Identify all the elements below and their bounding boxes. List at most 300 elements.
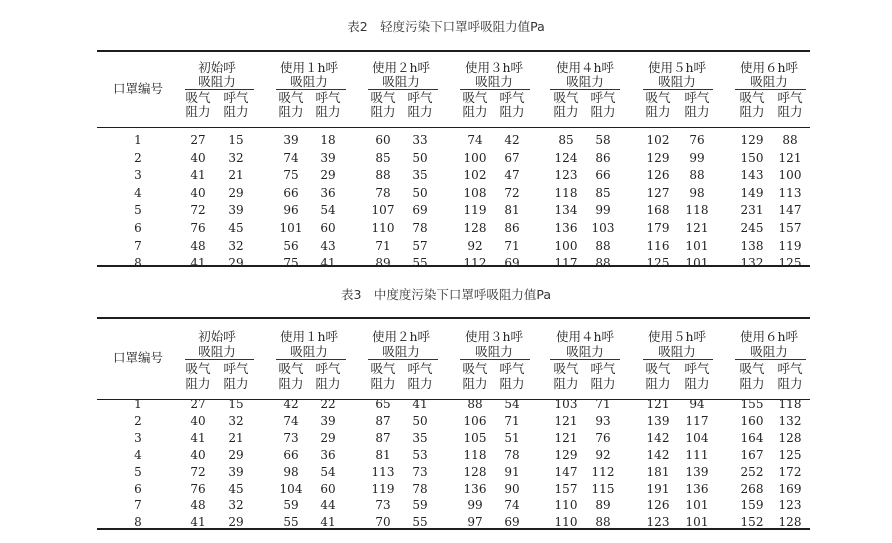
row-id-cell: 2 [134,414,142,428]
sub-header-line1: 吸气 [185,361,211,376]
value-cell: 117 [554,256,578,270]
row-id-cell: 4 [134,448,142,462]
value-cell: 103 [591,221,615,235]
sub-header-line2: 阻力 [553,104,579,119]
value-cell: 124 [554,151,578,165]
value-cell: 100 [463,151,487,165]
sub-header-line1: 呼气 [315,361,341,376]
value-cell: 134 [554,203,578,217]
sub-header-line1: 吸气 [278,361,304,376]
value-cell: 101 [685,256,709,270]
sub-header-line2: 阻力 [499,104,525,119]
value-cell: 41 [190,256,206,270]
value-cell: 106 [463,414,487,428]
sub-header-line1: 呼气 [315,90,341,105]
value-cell: 110 [554,498,578,512]
sub-header-line2: 阻力 [684,104,710,119]
value-cell: 92 [595,448,611,462]
value-cell: 128 [463,465,487,479]
group-header-line1: 使用４h呼 [555,329,615,344]
value-cell: 36 [320,186,336,200]
value-cell: 160 [740,414,764,428]
value-cell: 119 [778,239,802,253]
sub-header-line2: 阻力 [777,104,803,119]
value-cell: 55 [412,515,428,529]
value-cell: 101 [685,239,709,253]
value-cell: 93 [595,414,611,428]
value-cell: 126 [646,498,670,512]
sub-header-line2: 阻力 [185,376,211,391]
value-cell: 111 [685,448,709,462]
value-cell: 86 [595,151,611,165]
sub-header-line2: 阻力 [777,376,803,391]
value-cell: 88 [782,133,798,147]
value-cell: 116 [646,239,670,253]
sub-header-line1: 吸气 [462,90,488,105]
value-cell: 167 [740,448,764,462]
row-id-cell: 8 [134,515,142,529]
value-cell: 74 [283,151,299,165]
value-cell: 40 [190,186,206,200]
value-cell: 150 [740,151,764,165]
value-cell: 78 [412,482,428,496]
value-cell: 41 [190,515,206,529]
value-cell: 73 [412,465,428,479]
value-cell: 70 [375,515,391,529]
value-cell: 139 [685,465,709,479]
sub-header-line2: 阻力 [684,376,710,391]
value-cell: 35 [412,431,428,445]
value-cell: 115 [591,482,615,496]
value-cell: 132 [740,256,764,270]
sub-header-line2: 阻力 [278,104,304,119]
value-cell: 45 [228,221,244,235]
value-cell: 102 [463,168,487,182]
value-cell: 164 [740,431,764,445]
group-header-line1: 使用５h呼 [647,329,707,344]
value-cell: 128 [778,431,802,445]
group-header-line2: 吸阻力 [658,74,696,89]
value-cell: 78 [412,221,428,235]
sub-header-line2: 阻力 [407,104,433,119]
value-cell: 54 [320,465,336,479]
group-header-line2: 吸阻力 [566,74,604,89]
value-cell: 98 [689,186,705,200]
value-cell: 113 [371,465,395,479]
value-cell: 29 [228,515,244,529]
value-cell: 179 [646,221,670,235]
value-cell: 121 [554,414,578,428]
value-cell: 33 [412,133,428,147]
value-cell: 125 [778,256,802,270]
group-header-line2: 吸阻力 [475,74,513,89]
value-cell: 15 [228,133,244,147]
value-cell: 85 [375,151,391,165]
value-cell: 121 [646,397,670,411]
value-cell: 138 [740,239,764,253]
sub-header-line2: 阻力 [590,104,616,119]
value-cell: 129 [740,133,764,147]
value-cell: 78 [504,448,520,462]
group-header-line2: 吸阻力 [750,74,788,89]
sub-header-line1: 吸气 [370,361,396,376]
group-header-line1: 使用４h呼 [555,60,615,75]
value-cell: 87 [375,414,391,428]
sub-header-line2: 阻力 [223,104,249,119]
value-cell: 59 [412,498,428,512]
sub-header-line1: 呼气 [499,90,525,105]
sub-header-line2: 阻力 [185,104,211,119]
value-cell: 89 [375,256,391,270]
value-cell: 118 [685,203,709,217]
value-cell: 55 [412,256,428,270]
value-cell: 56 [283,239,299,253]
sub-header-line1: 呼气 [407,361,433,376]
value-cell: 136 [554,221,578,235]
group-underline [460,359,530,360]
group-header-line2: 吸阻力 [198,344,236,359]
value-cell: 118 [554,186,578,200]
value-cell: 91 [504,465,520,479]
value-cell: 128 [778,515,802,529]
value-cell: 60 [375,133,391,147]
sub-header-line2: 阻力 [315,104,341,119]
sub-header-line1: 吸气 [553,361,579,376]
value-cell: 88 [595,256,611,270]
value-cell: 112 [591,465,615,479]
sub-header-line2: 阻力 [499,376,525,391]
group-header-line1: 使用６h呼 [739,60,799,75]
value-cell: 99 [689,151,705,165]
value-cell: 121 [554,431,578,445]
sub-header-line2: 阻力 [739,104,765,119]
value-cell: 191 [646,482,670,496]
row-id-cell: 4 [134,186,142,200]
value-cell: 74 [467,133,483,147]
value-cell: 99 [595,203,611,217]
sub-header-line2: 阻力 [739,376,765,391]
value-cell: 39 [228,465,244,479]
value-cell: 43 [320,239,336,253]
value-cell: 112 [463,256,487,270]
value-cell: 41 [320,256,336,270]
value-cell: 21 [228,431,244,445]
value-cell: 155 [740,397,764,411]
value-cell: 54 [320,203,336,217]
sub-header-line2: 阻力 [590,376,616,391]
value-cell: 127 [646,186,670,200]
value-cell: 65 [375,397,391,411]
value-cell: 60 [320,482,336,496]
sub-header-line1: 呼气 [684,361,710,376]
value-cell: 57 [412,239,428,253]
value-cell: 132 [778,414,802,428]
value-cell: 48 [190,498,206,512]
value-cell: 119 [463,203,487,217]
value-cell: 47 [504,168,520,182]
value-cell: 123 [646,515,670,529]
value-cell: 18 [320,133,336,147]
value-cell: 86 [504,221,520,235]
sub-header-line1: 呼气 [590,90,616,105]
value-cell: 71 [504,239,520,253]
value-cell: 32 [228,414,244,428]
table-caption: 表2 轻度污染下口罩呼吸阻力值Pa [347,19,545,34]
group-header-line1: 使用２h呼 [371,329,431,344]
group-header-line2: 吸阻力 [198,74,236,89]
row-id-cell: 3 [134,168,142,182]
value-cell: 74 [283,414,299,428]
value-cell: 125 [646,256,670,270]
value-cell: 81 [504,203,520,217]
header-bottom-rule [97,127,810,128]
value-cell: 22 [320,397,336,411]
value-cell: 72 [504,186,520,200]
value-cell: 66 [283,186,299,200]
value-cell: 58 [595,133,611,147]
value-cell: 54 [504,397,520,411]
value-cell: 100 [778,168,802,182]
value-cell: 41 [320,515,336,529]
sub-header-line1: 吸气 [370,90,396,105]
value-cell: 89 [595,498,611,512]
row-id-cell: 7 [134,498,142,512]
group-header-line2: 吸阻力 [290,344,328,359]
group-header-line1: 使用３h呼 [464,60,524,75]
value-cell: 142 [646,448,670,462]
value-cell: 157 [554,482,578,496]
value-cell: 51 [504,431,520,445]
value-cell: 108 [463,186,487,200]
sub-header-line1: 吸气 [462,361,488,376]
value-cell: 32 [228,498,244,512]
row-id-cell: 7 [134,239,142,253]
value-cell: 76 [190,482,206,496]
sub-header-line2: 阻力 [223,376,249,391]
value-cell: 123 [554,168,578,182]
value-cell: 50 [412,151,428,165]
value-cell: 29 [228,448,244,462]
value-cell: 121 [778,151,802,165]
value-cell: 94 [689,397,705,411]
value-cell: 102 [646,133,670,147]
sub-header-line2: 阻力 [462,376,488,391]
value-cell: 100 [554,239,578,253]
value-cell: 129 [554,448,578,462]
value-cell: 97 [467,515,483,529]
value-cell: 73 [283,431,299,445]
group-header-line2: 吸阻力 [475,344,513,359]
value-cell: 74 [504,498,520,512]
group-underline [735,359,806,360]
sub-header-line1: 呼气 [590,361,616,376]
value-cell: 41 [190,168,206,182]
value-cell: 75 [283,168,299,182]
value-cell: 81 [375,448,391,462]
value-cell: 117 [685,414,709,428]
value-cell: 87 [375,431,391,445]
value-cell: 40 [190,414,206,428]
value-cell: 27 [190,133,206,147]
group-header-line1: 使用２h呼 [371,60,431,75]
value-cell: 35 [412,168,428,182]
sub-header-line2: 阻力 [315,376,341,391]
row-id-cell: 3 [134,431,142,445]
sub-header-line1: 吸气 [739,90,765,105]
value-cell: 105 [463,431,487,445]
value-cell: 104 [279,482,303,496]
value-cell: 59 [283,498,299,512]
group-header-line1: 使用１h呼 [279,60,339,75]
value-cell: 85 [595,186,611,200]
value-cell: 39 [320,151,336,165]
value-cell: 39 [228,203,244,217]
value-cell: 139 [646,414,670,428]
group-underline [276,359,346,360]
value-cell: 27 [190,397,206,411]
group-underline [185,359,254,360]
value-cell: 41 [412,397,428,411]
value-cell: 101 [685,515,709,529]
sub-header-line2: 阻力 [553,376,579,391]
group-underline [368,359,438,360]
value-cell: 60 [320,221,336,235]
value-cell: 42 [504,133,520,147]
sub-header-line1: 呼气 [407,90,433,105]
group-header-line1: 使用５h呼 [647,60,707,75]
value-cell: 149 [740,186,764,200]
sub-header-line1: 吸气 [739,361,765,376]
value-cell: 136 [463,482,487,496]
value-cell: 152 [740,515,764,529]
value-cell: 118 [463,448,487,462]
value-cell: 41 [190,431,206,445]
sub-header-line1: 呼气 [499,361,525,376]
group-header-line2: 吸阻力 [382,74,420,89]
value-cell: 40 [190,151,206,165]
value-cell: 66 [595,168,611,182]
sub-header-line1: 呼气 [777,90,803,105]
value-cell: 45 [228,482,244,496]
value-cell: 72 [190,465,206,479]
value-cell: 55 [283,515,299,529]
value-cell: 143 [740,168,764,182]
value-cell: 44 [320,498,336,512]
row-id-cell: 6 [134,221,142,235]
value-cell: 29 [228,256,244,270]
value-cell: 110 [554,515,578,529]
value-cell: 50 [412,186,428,200]
value-cell: 88 [595,515,611,529]
value-cell: 231 [740,203,764,217]
value-cell: 110 [371,221,395,235]
value-cell: 32 [228,239,244,253]
value-cell: 71 [375,239,391,253]
sub-header-line1: 呼气 [223,361,249,376]
value-cell: 98 [283,465,299,479]
value-cell: 172 [778,465,802,479]
value-cell: 268 [740,482,764,496]
sub-header-line1: 吸气 [553,90,579,105]
value-cell: 101 [685,498,709,512]
sub-header-line2: 阻力 [645,376,671,391]
group-header-line2: 吸阻力 [382,344,420,359]
value-cell: 78 [375,186,391,200]
value-cell: 88 [375,168,391,182]
value-cell: 40 [190,448,206,462]
value-cell: 36 [320,448,336,462]
value-cell: 119 [371,482,395,496]
value-cell: 71 [595,397,611,411]
row-id-cell: 2 [134,151,142,165]
value-cell: 121 [685,221,709,235]
group-underline [643,359,713,360]
value-cell: 125 [778,448,802,462]
group-header-line1: 初始呼 [198,60,236,75]
value-cell: 48 [190,239,206,253]
value-cell: 73 [375,498,391,512]
value-cell: 76 [689,133,705,147]
row-id-cell: 6 [134,482,142,496]
sub-header-line1: 呼气 [777,361,803,376]
value-cell: 15 [228,397,244,411]
value-cell: 118 [778,397,802,411]
row-header-label: 口罩编号 [112,81,164,96]
value-cell: 29 [228,186,244,200]
value-cell: 101 [279,221,303,235]
sub-header-line1: 吸气 [645,361,671,376]
value-cell: 88 [595,239,611,253]
value-cell: 159 [740,498,764,512]
row-id-cell: 1 [134,133,142,147]
value-cell: 21 [228,168,244,182]
value-cell: 32 [228,151,244,165]
value-cell: 92 [467,239,483,253]
group-header-line1: 初始呼 [198,329,236,344]
value-cell: 69 [504,256,520,270]
value-cell: 66 [283,448,299,462]
value-cell: 88 [689,168,705,182]
value-cell: 96 [283,203,299,217]
group-header-line2: 吸阻力 [750,344,788,359]
value-cell: 123 [778,498,802,512]
value-cell: 99 [467,498,483,512]
group-header-line2: 吸阻力 [658,344,696,359]
sub-header-line1: 吸气 [278,90,304,105]
table-caption: 表3 中度度污染下口罩呼吸阻力值Pa [340,287,552,302]
value-cell: 53 [412,448,428,462]
row-id-cell: 5 [134,465,142,479]
value-cell: 142 [646,431,670,445]
value-cell: 128 [463,221,487,235]
value-cell: 29 [320,431,336,445]
value-cell: 245 [740,221,764,235]
value-cell: 129 [646,151,670,165]
value-cell: 169 [778,482,802,496]
value-cell: 67 [504,151,520,165]
value-cell: 29 [320,168,336,182]
value-cell: 181 [646,465,670,479]
sub-header-line2: 阻力 [370,104,396,119]
value-cell: 69 [412,203,428,217]
value-cell: 76 [595,431,611,445]
sub-header-line1: 吸气 [645,90,671,105]
sub-header-line2: 阻力 [645,104,671,119]
value-cell: 39 [320,414,336,428]
sub-header-line2: 阻力 [407,376,433,391]
sub-header-line1: 呼气 [684,90,710,105]
value-cell: 147 [778,203,802,217]
